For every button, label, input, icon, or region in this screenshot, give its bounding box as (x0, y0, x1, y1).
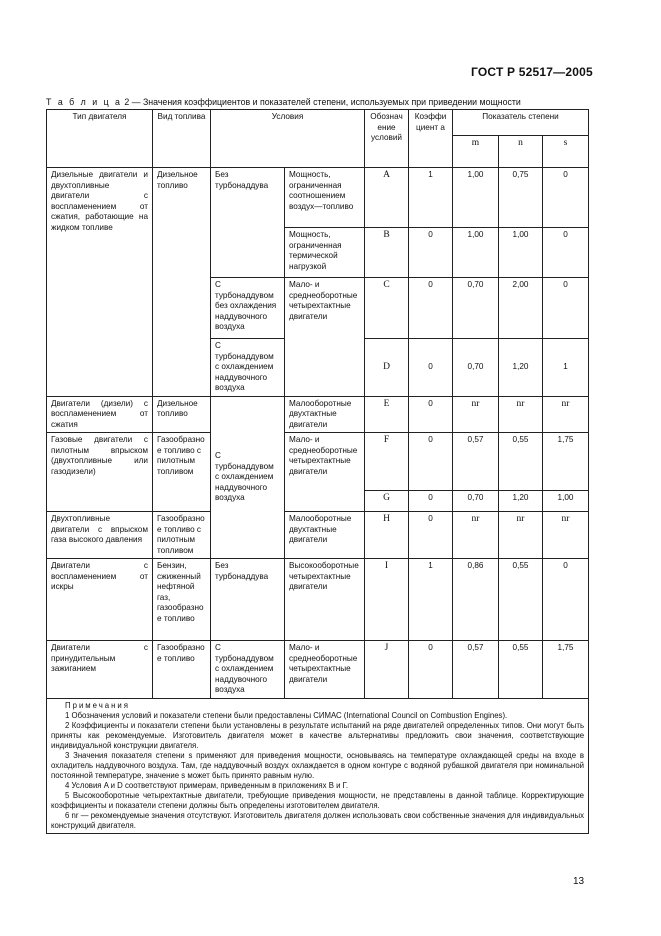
s-cell: 0 (543, 559, 589, 641)
col-conditions: Условия (211, 110, 365, 168)
n-cell: 0,55 (499, 559, 543, 641)
table-row (47, 168, 589, 228)
condition-cell: С турбонаддувом без охлаждения наддувочного воздуха (211, 278, 285, 339)
coefficients-table (46, 109, 589, 834)
n-cell: 1,20 (499, 491, 543, 512)
note-5: 5 Высокооборотные четырехтактные двигатели, требующие приведения мощности, не представлены в данной таблице. Корректирующие коэффициенты и показатели степени должны быть определены изготовителем двигателя. (51, 790, 585, 810)
engine-type-cell: Двигатели с принудительным зажиганием (47, 641, 153, 699)
designation-cell: H (365, 512, 409, 559)
fuel-cell: Дизельное топливо (153, 396, 211, 433)
table-row (47, 559, 589, 641)
s-cell: nr (543, 396, 589, 433)
condition-cell: Мало- и среднеоборотные четырехтактные двигатели (285, 641, 365, 699)
m-cell: 0,70 (453, 278, 499, 339)
designation-cell: I (365, 559, 409, 641)
col-n: n (499, 136, 543, 168)
col-coefficient: Коэффициент a (409, 110, 453, 168)
coefficient-cell: 0 (409, 228, 453, 278)
condition-cell: С турбонаддувом с охлаждением наддувочного воздуха (211, 641, 285, 699)
col-engine-type: Тип двигателя (47, 110, 153, 168)
n-cell: 1,00 (499, 228, 543, 278)
engine-type-cell: Дизельные двигатели и двухтопливные двигатели с воспламенением от сжатия, работающие на жидком топливе (47, 168, 153, 397)
condition-cell: Без турбонаддува (211, 559, 285, 641)
fuel-cell: Дизельное топливо (153, 168, 211, 397)
note-4: 4 Условия A и D соответствуют примерам, приведенным в приложениях В и Г. (65, 780, 349, 790)
designation-cell: E (365, 396, 409, 433)
note-3: 3 Значения показателя степени s применяют для приведения мощности, основываясь на температуре охлаждающей среды на входе в охладитель наддувочного воздуха. Там, где наддувочный воздух охлаждается в одном контуре с водяной рубашкой двигателя при номинальной постоянной температуре, значение s может быть принято равным нулю. (51, 750, 585, 780)
condition-cell: Мало- и среднеоборотные четырехтактные двигатели (285, 278, 365, 397)
notes-row (47, 698, 589, 833)
col-fuel: Вид топлива (153, 110, 211, 168)
fuel-cell: Газообразное топливо с пилотным топливом (153, 433, 211, 512)
condition-cell: Без турбонаддува (211, 168, 285, 278)
coefficient-cell: 0 (409, 433, 453, 491)
m-cell: nr (453, 396, 499, 433)
designation-cell: D (365, 339, 409, 397)
designation-cell: A (365, 168, 409, 228)
table-caption-text: 2 — Значения коэффициентов и показателей степени, используемых при приведении мощности (121, 97, 521, 107)
condition-cell: Высокооборотные четырехтактные двигатели (285, 559, 365, 641)
n-cell: nr (499, 512, 543, 559)
condition-cell: Малооборотные двухтактные двигатели (285, 396, 365, 433)
coefficient-cell: 0 (409, 396, 453, 433)
page-number: 13 (573, 876, 585, 887)
designation-cell: B (365, 228, 409, 278)
col-m: m (453, 136, 499, 168)
coefficient-cell: 0 (409, 278, 453, 339)
note-2: 2 Коэффициенты и показатели степени были установлены в результате испытаний на ряде двигателей определенных типов. Они могут быть приняты как рекомендуемые. Изготовитель двигателя может в качестве альтернативы предложить свои значения, соответствующие индивидуальной конструкции двигателя. (51, 720, 585, 750)
condition-cell: Мощность, ограниченная соотношением воздух—топливо (285, 168, 365, 228)
s-cell: 1,75 (543, 641, 589, 699)
standard-number: ГОСТ Р 52517—2005 (471, 65, 593, 79)
m-cell: 0,86 (453, 559, 499, 641)
s-cell: 0 (543, 278, 589, 339)
s-cell: nr (543, 512, 589, 559)
m-cell: 1,00 (453, 168, 499, 228)
n-cell: 1,20 (499, 339, 543, 397)
coefficient-cell: 1 (409, 168, 453, 228)
engine-type-cell: Газовые двигатели с пилотным впрыском (двухтопливные или газодизели) (47, 433, 153, 512)
coefficient-cell: 0 (409, 512, 453, 559)
fuel-cell: Бензин, сжиженный нефтяной газ, газообразное топливо (153, 559, 211, 641)
n-cell: 2,00 (499, 278, 543, 339)
n-cell: 0,75 (499, 168, 543, 228)
m-cell: nr (453, 512, 499, 559)
col-designation: Обозначение условий (365, 110, 409, 168)
table-row (47, 512, 589, 559)
note-6: 6 nr — рекомендуемые значения отсутствуют. Изготовитель двигателя должен использовать свои собственные значения для индивидуальных конструкций двигателя. (51, 810, 585, 830)
m-cell: 0,70 (453, 339, 499, 397)
m-cell: 0,57 (453, 433, 499, 491)
condition-cell: Мало- и среднеоборотные четырехтактные двигатели (285, 433, 365, 512)
table-caption (46, 97, 521, 107)
s-cell: 1,75 (543, 433, 589, 491)
coefficient-cell: 0 (409, 339, 453, 397)
coefficient-cell: 0 (409, 641, 453, 699)
notes-title: Примечания (65, 700, 131, 710)
table-row (47, 433, 589, 491)
table-row (47, 396, 589, 433)
condition-cell: Малооборотные двухтактные двигатели (285, 512, 365, 559)
fuel-cell: Газообразное топливо с пилотным топливом (153, 512, 211, 559)
condition-cell: Мощность, ограниченная термической нагрузкой (285, 228, 365, 278)
s-cell: 0 (543, 228, 589, 278)
m-cell: 1,00 (453, 228, 499, 278)
col-s: s (543, 136, 589, 168)
n-cell: 0,55 (499, 433, 543, 491)
n-cell: 0,55 (499, 641, 543, 699)
designation-cell: C (365, 278, 409, 339)
m-cell: 0,57 (453, 641, 499, 699)
coefficient-cell: 1 (409, 559, 453, 641)
designation-cell: G (365, 491, 409, 512)
table-caption-prefix: Т а б л и ц а (46, 97, 122, 107)
table-header-row (47, 110, 589, 136)
n-cell: nr (499, 396, 543, 433)
designation-cell: J (365, 641, 409, 699)
coefficient-cell: 0 (409, 491, 453, 512)
engine-type-cell: Двигатели (дизели) с воспламенением от сжатия (47, 396, 153, 433)
engine-type-cell: Двухтопливные двигатели с впрыском газа высокого давления (47, 512, 153, 559)
s-cell: 1,00 (543, 491, 589, 512)
condition-cell: С турбонаддувом с охлаждением наддувочного воздуха (211, 396, 285, 559)
s-cell: 1 (543, 339, 589, 397)
engine-type-cell: Двигатели с воспламенением от искры (47, 559, 153, 641)
notes-cell (47, 698, 589, 833)
condition-cell: С турбонаддувом с охлаждением наддувочного воздуха (211, 339, 285, 397)
table-row (47, 641, 589, 699)
fuel-cell: Газообразное топливо (153, 641, 211, 699)
m-cell: 0,70 (453, 491, 499, 512)
designation-cell: F (365, 433, 409, 491)
s-cell: 0 (543, 168, 589, 228)
note-1: 1 Обозначения условий и показатели степени были предоставлены СИМАС (International Council on Combustion Engines). (65, 710, 508, 720)
col-exponent: Показатель степени (453, 110, 589, 136)
